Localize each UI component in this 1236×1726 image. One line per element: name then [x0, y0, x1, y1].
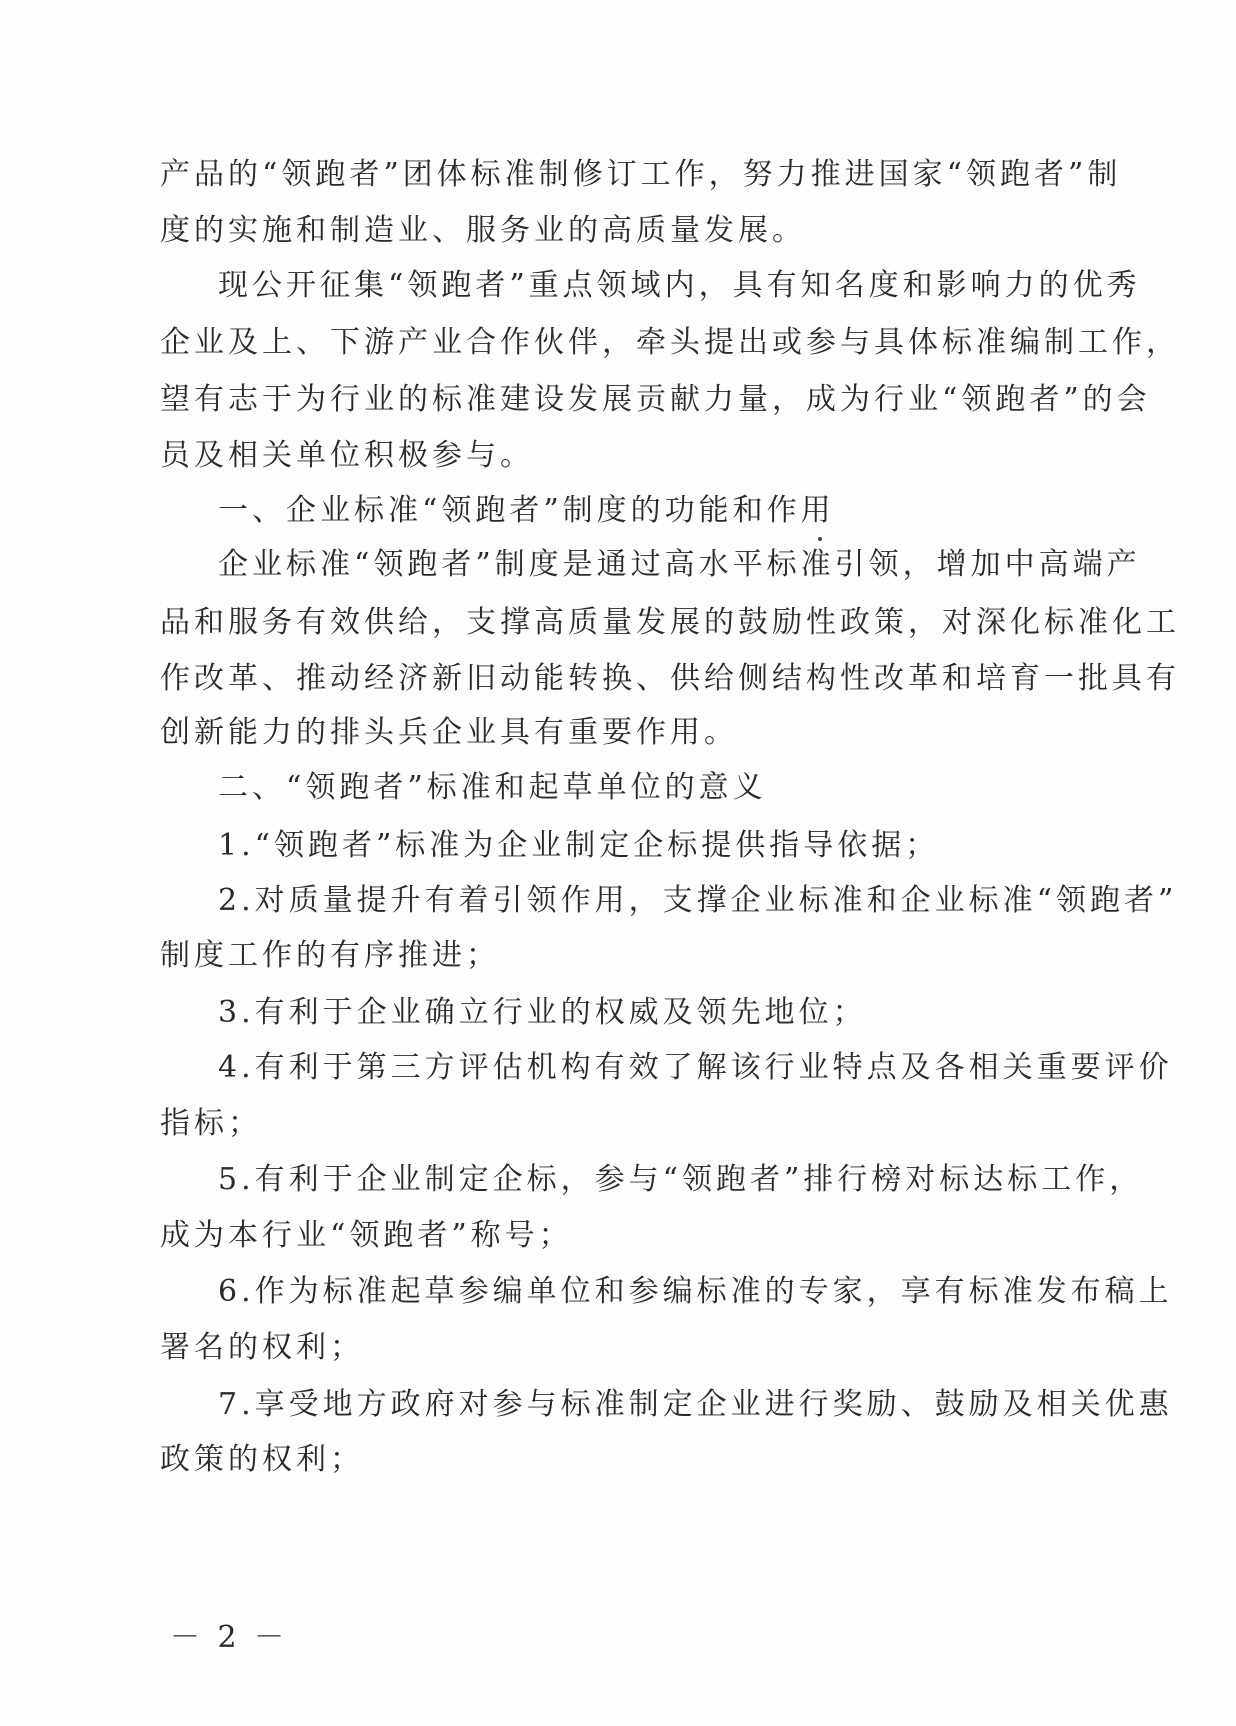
section-heading: 二、“领跑者”标准和起草单位的意义 — [218, 770, 767, 805]
body-line: 企业及上、下游产业合作伙伴，牵头提出或参与具体标准编制工作， — [160, 325, 1180, 360]
stray-dot — [818, 537, 822, 541]
body-line: 品和服务有效供给，支撑高质量发展的鼓励性政策，对深化标准化工 — [160, 605, 1180, 640]
body-line: 现公开征集“领跑者”重点领域内，具有知名度和影响力的优秀 — [218, 268, 1141, 303]
body-line: 员及相关单位积极参与。 — [160, 438, 534, 473]
list-item: 6.作为标准起草参编单位和参编标准的专家，享有标准发布稿上 — [218, 1274, 1173, 1309]
body-line: 度的实施和制造业、服务业的高质量发展。 — [160, 213, 806, 248]
list-item: 4.有利于第三方评估机构有效了解该行业特点及各相关重要评价 — [218, 1050, 1173, 1085]
list-item-continuation: 指标； — [160, 1106, 262, 1141]
list-item-continuation: 政策的权利； — [160, 1442, 364, 1477]
body-line: 企业标准“领跑者”制度是通过高水平标准引领，增加中高端产 — [218, 547, 1141, 582]
list-item-continuation: 署名的权利； — [160, 1330, 364, 1365]
body-line: 作改革、推动经济新旧动能转换、供给侧结构性改革和培育一批具有 — [160, 661, 1180, 696]
body-line: 望有志于为行业的标准建设发展贡献力量，成为行业“领跑者”的会 — [160, 382, 1151, 417]
section-heading: 一、企业标准“领跑者”制度的功能和作用 — [218, 493, 835, 528]
list-item-continuation: 制度工作的有序推进； — [160, 938, 500, 973]
list-item: 5.有利于企业制定企标，参与“领跑者”排行榜对标达标工作， — [218, 1162, 1144, 1197]
list-item: 3.有利于企业确立行业的权威及领先地位； — [218, 995, 867, 1030]
body-line: 创新能力的排头兵企业具有重要作用。 — [160, 715, 738, 750]
list-item: 1.“领跑者”标准为企业制定企标提供指导依据； — [218, 828, 940, 863]
list-item-continuation: 成为本行业“领跑者”称号； — [160, 1218, 573, 1253]
page-number: － 2 － — [170, 1620, 289, 1655]
list-item: 2.对质量提升有着引领作用，支撑企业标准和企业标准“领跑者” — [218, 883, 1178, 918]
body-line: 产品的“领跑者”团体标准制修订工作，努力推进国家“领跑者”制 — [160, 157, 1122, 192]
list-item: 7.享受地方政府对参与标准制定企业进行奖励、鼓励及相关优惠 — [218, 1387, 1173, 1422]
